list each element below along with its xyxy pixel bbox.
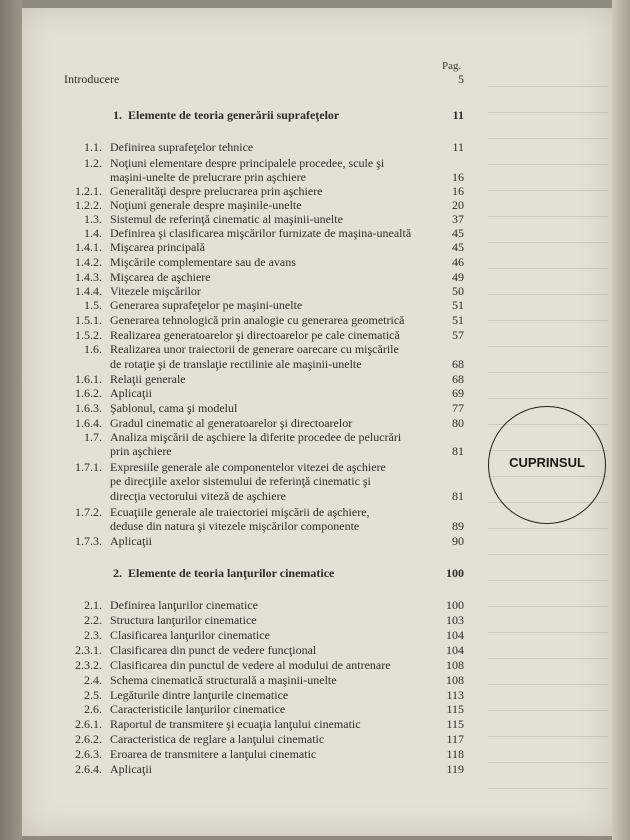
toc-entry-number: 1.2.2.: [75, 198, 102, 212]
toc-entry-title: Mişcarea de aşchiere: [110, 270, 211, 284]
toc-entry-number: 1.5.: [84, 298, 102, 312]
toc-entry-page: 81: [452, 489, 464, 503]
toc-entry-number: 1.6.1.: [75, 372, 102, 386]
toc-entry-title: Caracteristicile lanţurilor cinematice: [110, 702, 286, 716]
toc-entry-title: Sistemul de referinţă cinematic al maşinii-unelte: [110, 212, 343, 226]
toc-entry-page: 108: [446, 658, 464, 672]
toc-entry-page: 90: [452, 534, 464, 548]
toc-entry-number: 1.5.2.: [75, 328, 102, 342]
toc-entry-title: Relaţii generale: [110, 372, 186, 386]
toc-entry-page: 11: [452, 140, 464, 154]
toc-entry-title: Şablonul, cama şi modelul: [110, 401, 238, 415]
toc-entry-title: Aplicaţii: [110, 386, 152, 400]
toc-entry-title: Clasificarea din punct de vedere funcţional: [110, 643, 317, 657]
toc-entry-number: 1.4.3.: [75, 270, 102, 284]
toc-entry-title: deduse din natura şi vitezele mişcărilor componente: [110, 519, 360, 533]
toc-entry-page: 115: [446, 702, 464, 716]
toc-entry-title: Gradul cinematic al generatoarelor şi directoarelor: [110, 416, 353, 430]
toc-entry-page: 57: [452, 328, 464, 342]
toc-entry-page: 113: [446, 688, 464, 702]
toc-entry-page: 37: [452, 212, 464, 226]
toc-entry-page: 103: [446, 613, 464, 627]
toc-entry-number: 2.6.4.: [75, 762, 102, 776]
toc-entry-page: 51: [452, 313, 464, 327]
toc-entry-title: Aplicaţii: [110, 762, 152, 776]
toc-entry-title: Noţiuni generale despre maşinile-unelte: [110, 198, 302, 212]
toc-entry-title: Generalităţi despre prelucrarea prin aşchiere: [110, 184, 323, 198]
toc-entry-title: de rotaţie şi de translaţie rectilinie ale maşinii-unelte: [110, 357, 362, 371]
toc-entry-title: Structura lanţurilor cinematice: [110, 613, 257, 627]
toc-entry-title: Vitezele mişcărilor: [110, 284, 201, 298]
toc-entry-number: 1.6.2.: [75, 386, 102, 400]
toc-entry-title: Noţiuni elementare despre principalele procedee, scule şi: [110, 156, 385, 170]
toc-entry-number: 2.6.: [84, 702, 102, 716]
toc-entry-number: 1.3.: [84, 212, 102, 226]
toc-entry-number: 2.3.: [84, 628, 102, 642]
toc-entry-title: Schema cinematică structurală a maşinii-unelte: [110, 673, 337, 687]
toc-entry-number: 2.6.3.: [75, 747, 102, 761]
toc-entry-title: Eroarea de transmitere a lanţului cinematic: [110, 747, 317, 761]
toc-entry-page: 46: [452, 255, 464, 269]
page-edge: [612, 0, 630, 840]
toc-entry-title: Introducere: [64, 72, 120, 86]
toc-entry-title: Definirea lanţurilor cinematice: [110, 598, 258, 612]
toc-entry-title: Aplicaţii: [110, 534, 152, 548]
toc-entry-title: Expresiile generale ale componentelor vitezei de aşchiere: [110, 460, 386, 474]
toc-entry-title: Caracteristica de reglare a lanţului cinematic: [110, 732, 325, 746]
toc-entry-number: 1.: [113, 108, 122, 122]
toc-entry-number: 2.3.2.: [75, 658, 102, 672]
toc-entry-number: 2.6.2.: [75, 732, 102, 746]
toc-entry-page: 104: [446, 628, 464, 642]
toc-entry-title: Generarea suprafeţelor pe maşini-unelte: [110, 298, 303, 312]
toc-entry-number: 1.7.2.: [75, 505, 102, 519]
toc-entry-page: 16: [452, 170, 464, 184]
toc-entry-page: 49: [452, 270, 464, 284]
toc-entry-number: 1.4.2.: [75, 255, 102, 269]
toc-entry-number: 1.7.3.: [75, 534, 102, 548]
toc-entry-title: Clasificarea lanţurilor cinematice: [110, 628, 270, 642]
toc-entry-number: 1.6.: [84, 342, 102, 356]
toc-entry-page: 117: [446, 732, 464, 746]
toc-entry-number: 1.2.: [84, 156, 102, 170]
toc-entry-number: 1.4.: [84, 226, 102, 240]
toc-entry-page: 68: [452, 372, 464, 386]
contents-stamp: [488, 406, 606, 524]
toc-entry-page: 119: [446, 762, 464, 776]
toc-entry-number: 1.2.1.: [75, 184, 102, 198]
toc-entry-title: Definirea suprafeţelor tehnice: [110, 140, 254, 154]
toc-entry-title: Legăturile dintre lanţurile cinematice: [110, 688, 289, 702]
toc-entry-number: 1.5.1.: [75, 313, 102, 327]
toc-entry-number: 2.5.: [84, 688, 102, 702]
toc-entry-number: 1.7.1.: [75, 460, 102, 474]
toc-entry-page: 20: [452, 198, 464, 212]
toc-entry-title: Realizarea unor traiectorii de generare oarecare cu mişcările: [110, 342, 399, 356]
toc-entry-page: 11: [452, 108, 464, 122]
toc-entry-number: 1.6.3.: [75, 401, 102, 415]
toc-entry-number: 1.4.1.: [75, 240, 102, 254]
toc-entry-title: prin aşchiere: [110, 444, 172, 458]
toc-entry-page: 100: [446, 598, 464, 612]
book-page: [22, 8, 612, 836]
toc-entry-number: 2.2.: [84, 613, 102, 627]
toc-entry-number: 1.7.: [84, 430, 102, 444]
toc-entry-page: 118: [446, 747, 464, 761]
book-spine-shadow: [0, 0, 22, 840]
toc-entry-page: 51: [452, 298, 464, 312]
toc-entry-title: direcţia vectorului viteză de aşchiere: [110, 489, 286, 503]
toc-entry-page: 77: [452, 401, 464, 415]
toc-entry-title: Mişcările complementare sau de avans: [110, 255, 296, 269]
toc-entry-page: 104: [446, 643, 464, 657]
toc-entry-page: 100: [446, 566, 464, 580]
toc-entry-title: Elemente de teoria lanţurilor cinematice: [128, 566, 335, 580]
toc-entry-title: Mişcarea principală: [110, 240, 205, 254]
toc-entry-number: 1.4.4.: [75, 284, 102, 298]
toc-entry-number: 2.4.: [84, 673, 102, 687]
toc-entry-page: 80: [452, 416, 464, 430]
toc-entry-title: pe direcţiile axelor sistemului de referinţă cinematic şi: [110, 474, 371, 488]
toc-entry-title: Analiza mişcării de aşchiere la diferite procedee de pelucrări: [110, 430, 402, 444]
toc-entry-title: Ecuaţiile generale ale traiectoriei mişcării de aşchiere,: [110, 505, 370, 519]
toc-entry-title: maşini-unelte de prelucrare prin aşchiere: [110, 170, 306, 184]
toc-entry-page: 50: [452, 284, 464, 298]
toc-entry-page: 45: [452, 240, 464, 254]
toc-entry-number: 1.1.: [84, 140, 102, 154]
toc-entry-number: 1.6.4.: [75, 416, 102, 430]
toc-entry-number: 2.: [113, 566, 122, 580]
toc-entry-number: 2.6.1.: [75, 717, 102, 731]
toc-entry-page: 68: [452, 357, 464, 371]
toc-entry-page: 89: [452, 519, 464, 533]
toc-entry-number: 2.3.1.: [75, 643, 102, 657]
toc-entry-page: 69: [452, 386, 464, 400]
page-column-label: Pag.: [442, 60, 462, 72]
toc-entry-title: Generarea tehnologică prin analogie cu generarea geometrică: [110, 313, 405, 327]
toc-entry-page: 81: [452, 444, 464, 458]
toc-entry-page: 45: [452, 226, 464, 240]
toc-entry-page: 108: [446, 673, 464, 687]
toc-entry-page: 115: [446, 717, 464, 731]
toc-entry-page: 5: [458, 72, 464, 86]
toc-entry-title: Definirea şi clasificarea mişcărilor furnizate de maşina-unealtă: [110, 226, 412, 240]
toc-entry-number: 2.1.: [84, 598, 102, 612]
contents-stamp-label: CUPRINSUL: [509, 455, 585, 470]
toc-entry-title: Elemente de teoria generării suprafeţelor: [128, 108, 340, 122]
toc-entry-title: Clasificarea din punctul de vedere al modului de antrenare: [110, 658, 391, 672]
toc-entry-title: Realizarea generatoarelor şi directoarelor pe cale cinematică: [110, 328, 400, 342]
toc-entry-page: 16: [452, 184, 464, 198]
toc-entry-title: Raportul de transmitere şi ecuaţia lanţului cinematic: [110, 717, 361, 731]
